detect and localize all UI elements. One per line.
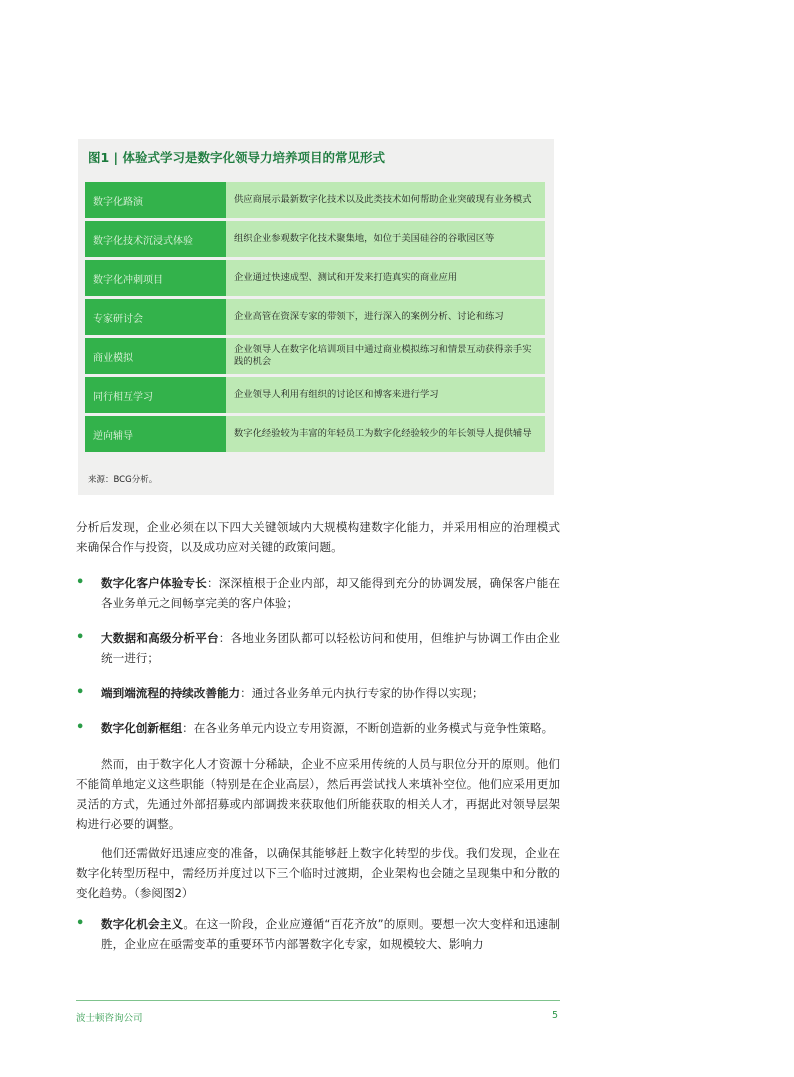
bullet-bold: 数字化客户体验专长 bbox=[101, 576, 207, 590]
bullet-icon: • bbox=[76, 720, 85, 735]
bullet-item bbox=[76, 683, 560, 703]
row-label: 逆向辅导 bbox=[85, 416, 233, 452]
row-label: 数字化技术沉浸式体验 bbox=[85, 221, 233, 257]
bullet-bold: 数字化创新框组 bbox=[101, 721, 183, 735]
figure-row bbox=[85, 260, 545, 296]
figure-row bbox=[85, 299, 545, 335]
arrow-icon bbox=[217, 416, 226, 452]
arrow-icon bbox=[217, 377, 226, 413]
bullet-bold: 数字化机会主义 bbox=[101, 917, 184, 931]
intro-paragraph: 分析后发现，企业必须在以下四大关键领域内大规模构建数字化能力，并采用相应的治理模式来确保合作与投资，以及成功应对关键的政策问题。 bbox=[76, 520, 560, 554]
row-description: 组织企业参观数字化技术聚集地，如位于美国硅谷的谷歌园区等 bbox=[226, 221, 545, 257]
figure-row bbox=[85, 338, 545, 374]
footer-divider bbox=[76, 1000, 560, 1001]
figure-rows bbox=[85, 182, 545, 455]
arrow-icon bbox=[217, 221, 226, 257]
arrow-icon bbox=[217, 260, 226, 296]
figure-title: 图1 | 体验式学习是数字化领导力培养项目的常见形式 bbox=[88, 150, 385, 165]
paragraph: 然而，由于数字化人才资源十分稀缺，企业不应采用传统的人员与职位分开的原则。他们不能简单地定义这些职能（特别是在企业高层），然后再尝试找人来填补空位。他们应采用更加灵活的方式，先通过外部招募或内部调拨来获取他们所能获取的相关人才，再据此对领导层架构进行必要的调整。 bbox=[76, 757, 560, 831]
bullet-text: ：各地业务团队都可以轻松访问和使用，但维护与协调工作由企业统一进行； bbox=[101, 631, 560, 665]
bullet-bold: 端到端流程的持续改善能力 bbox=[101, 686, 241, 700]
bullet-text: ：深深植根于企业内部，却又能得到充分的协调发展，确保客户能在各业务单元之间畅享完美的客户体验； bbox=[101, 576, 560, 610]
bullet-icon: • bbox=[76, 630, 85, 645]
bullet-icon: • bbox=[76, 685, 85, 700]
bullet-text: 。在这一阶段，企业应遵循“百花齐放”的原则。要想一次大变样和迅速制胜，企业应在亟需变革的重要环节内部署数字化专家，如规模较大、影响力 bbox=[101, 917, 560, 951]
row-description: 供应商展示最新数字化技术以及此类技术如何帮助企业突破现有业务模式 bbox=[226, 182, 545, 218]
figure-1 bbox=[78, 139, 554, 495]
arrow-icon bbox=[217, 182, 226, 218]
row-label: 同行相互学习 bbox=[85, 377, 233, 413]
paragraph: 他们还需做好迅速应变的准备，以确保其能够赶上数字化转型的步伐。我们发现，企业在数字化转型历程中，需经历并度过以下三个临时过渡期，企业架构也会随之呈现集中和分散的变化趋势。（参阅图2） bbox=[76, 846, 560, 900]
row-label: 商业模拟 bbox=[85, 338, 233, 374]
row-description: 企业领导人利用有组织的讨论区和博客来进行学习 bbox=[226, 377, 545, 413]
bullet-item bbox=[76, 573, 560, 613]
arrow-icon bbox=[217, 338, 226, 374]
bullet-item bbox=[76, 914, 560, 954]
bullet-text: ：在各业务单元内设立专用资源，不断创造新的业务模式与竞争性策略。 bbox=[182, 721, 554, 735]
row-description: 企业通过快速成型、测试和开发来打造真实的商业应用 bbox=[226, 260, 545, 296]
row-label: 数字化冲刺项目 bbox=[85, 260, 233, 296]
figure-row bbox=[85, 182, 545, 218]
row-description: 企业领导人在数字化培训项目中通过商业模拟练习和情景互动获得亲手实践的机会 bbox=[226, 338, 545, 374]
bullet-icon: • bbox=[76, 916, 85, 931]
row-label: 专家研讨会 bbox=[85, 299, 233, 335]
page-number: 5 bbox=[552, 1010, 559, 1021]
footer-company: 波士顿咨询公司 bbox=[76, 1013, 143, 1024]
figure-row bbox=[85, 377, 545, 413]
arrow-icon bbox=[217, 299, 226, 335]
figure-source: 来源：BCG分析。 bbox=[88, 475, 158, 485]
row-description: 数字化经验较为丰富的年轻员工为数字化经验较少的年长领导人提供辅导 bbox=[226, 416, 545, 452]
figure-row bbox=[85, 416, 545, 452]
bullet-text: ：通过各业务单元内执行专家的协作得以实现； bbox=[240, 686, 484, 700]
bullet-item bbox=[76, 628, 560, 668]
row-label: 数字化路演 bbox=[85, 182, 233, 218]
bullet-bold: 大数据和高级分析平台 bbox=[101, 631, 219, 645]
bullet-icon: • bbox=[76, 575, 85, 590]
row-description: 企业高管在资深专家的带领下，进行深入的案例分析、讨论和练习 bbox=[226, 299, 545, 335]
figure-row bbox=[85, 221, 545, 257]
bullet-item bbox=[76, 718, 560, 738]
